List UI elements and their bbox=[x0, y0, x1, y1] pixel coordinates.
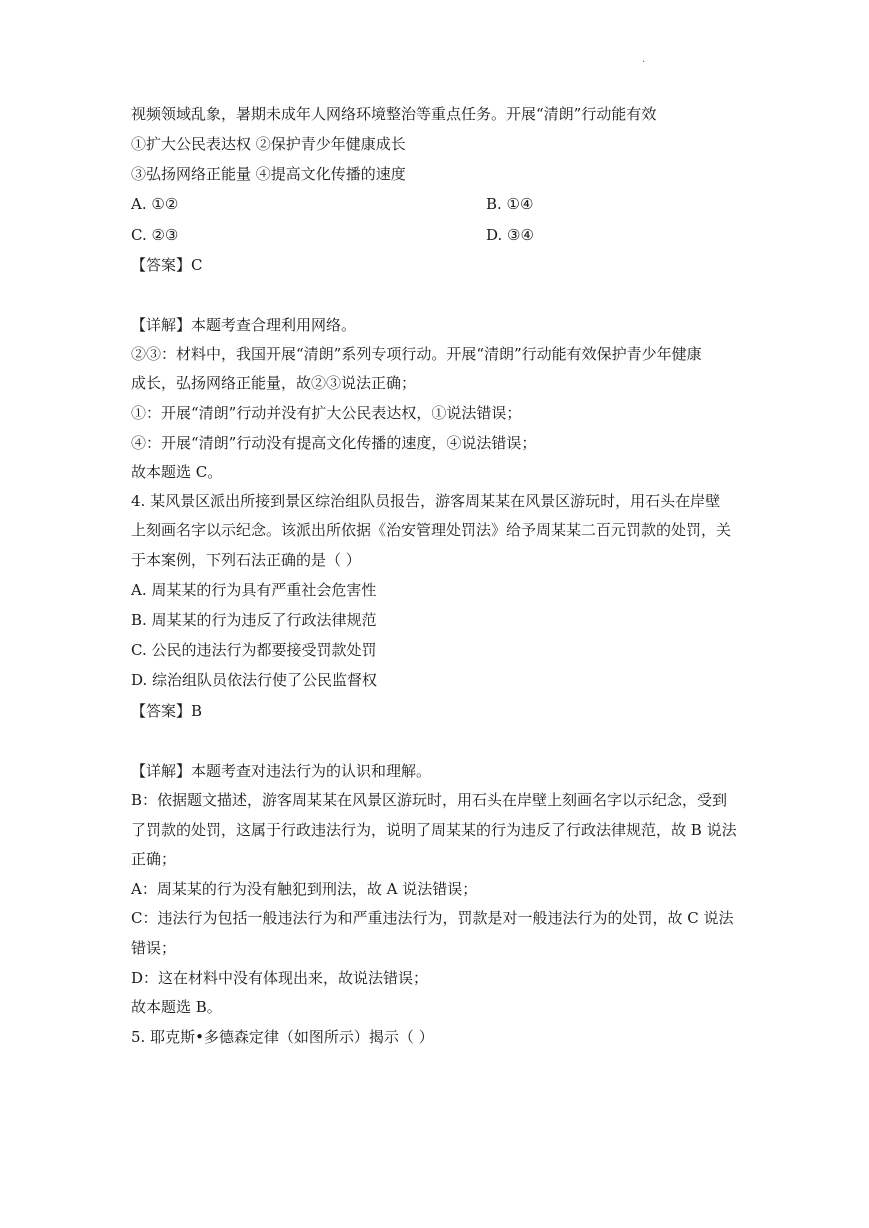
q4-explain-line: D：这在材料中没有体现出来，故说法错误； bbox=[131, 969, 429, 987]
q3-explain-line: ①：开展“清朗”行动并没有扩大公民表达权，①说法错误； bbox=[131, 404, 522, 422]
q3-explain-line: 故本题选 C。 bbox=[131, 463, 223, 481]
q3-explain-line: 【详解】本题考查合理利用网络。 bbox=[131, 316, 357, 334]
q4-explain-line: C：违法行为包括一般违法行为和严重违法行为，罚款是对一般违法行为的处罚，故 C 说法 bbox=[131, 909, 734, 927]
q3-explain-line: ②③：材料中，我国开展“清朗”系列专项行动。开展“清朗”行动能有效保护青少年健康 bbox=[131, 345, 702, 363]
header-dot: . bbox=[642, 54, 646, 65]
q4-option-d: D. 综治组队员依法行使了公民监督权 bbox=[131, 671, 378, 689]
q3-answer: 【答案】C bbox=[131, 256, 203, 274]
q4-explain-line: 故本题选 B。 bbox=[131, 998, 222, 1016]
q5-stem: 5. 耶克斯•多德森定律（如图所示）揭示（ ） bbox=[131, 1028, 434, 1046]
q4-explain-line: A：周某某的行为没有触犯到刑法，故 A 说法错误； bbox=[131, 880, 478, 898]
q3-option-d: D. ③④ bbox=[486, 226, 534, 244]
q4-explain-line: 了罚款的处罚，这属于行政违法行为，说明了周某某的行为违反了行政法律规范，故 B 说法 bbox=[131, 821, 737, 839]
q4-explain-line: 正确； bbox=[131, 850, 177, 868]
q4-explain-line: 【详解】本题考查对违法行为的认识和理解。 bbox=[131, 762, 432, 780]
q4-stem-line: 于本案例，下列石法正确的是（ ） bbox=[131, 551, 361, 569]
q3-items-line-2: ③弘扬网络正能量 ④提高文化传播的速度 bbox=[131, 165, 406, 183]
q4-explain-line: B：依据题文描述，游客周某某在风景区游玩时，用石头在岸壁上刻画名字以示纪念，受到 bbox=[131, 791, 728, 809]
q4-answer: 【答案】B bbox=[131, 702, 203, 720]
q4-option-b: B. 周某某的行为违反了行政法律规范 bbox=[131, 611, 377, 629]
q4-explain-line: 错误； bbox=[131, 939, 177, 957]
q4-stem-line: 上刻画名字以示纪念。该派出所依据《治安管理处罚法》给予周某某二百元罚款的处罚，关 bbox=[131, 521, 732, 539]
q3-explain-line: ④：开展“清朗”行动没有提高文化传播的速度，④说法错误； bbox=[131, 434, 537, 452]
q4-option-c: C. 公民的违法行为都要接受罚款处罚 bbox=[131, 641, 377, 659]
q4-option-a: A. 周某某的行为具有严重社会危害性 bbox=[131, 581, 377, 599]
q4-stem-line: 4. 某风景区派出所接到景区综治组队员报告，游客周某某在风景区游玩时，用石头在岸壁 bbox=[131, 492, 721, 510]
q3-items-line-1: ①扩大公民表达权 ②保护青少年健康成长 bbox=[131, 135, 406, 153]
q3-option-b: B. ①④ bbox=[486, 195, 534, 213]
q3-option-a: A. ①② bbox=[131, 195, 179, 213]
q3-stem-tail: 视频领域乱象，暑期未成年人网络环境整治等重点任务。开展“清朗”行动能有效 bbox=[131, 105, 657, 123]
q3-explain-line: 成长，弘扬网络正能量，故②③说法正确； bbox=[131, 374, 417, 392]
q3-option-c: C. ②③ bbox=[131, 226, 179, 244]
